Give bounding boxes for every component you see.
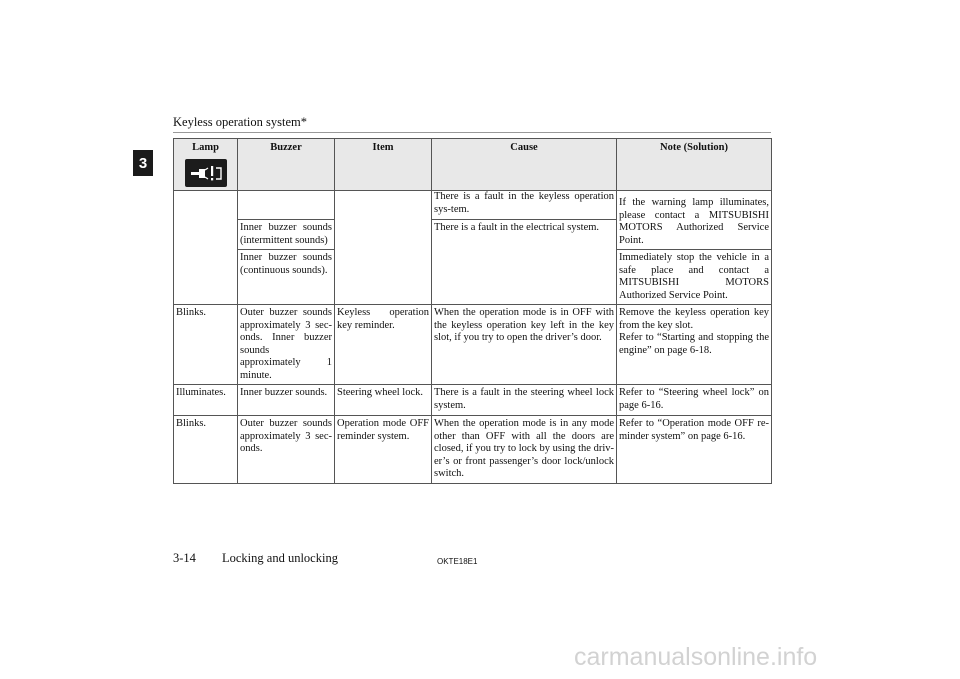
row2-buzzer: Inner buzzer sounds. <box>238 385 335 416</box>
row3-item: Operation mode OFF reminder system. <box>335 416 432 484</box>
document-code: OKTE18E1 <box>437 557 478 566</box>
group1-buzzer-3: Inner buzzer sounds (continuous sounds). <box>238 250 335 305</box>
row1-lamp: Blinks. <box>174 305 238 385</box>
group1-buzzer-1 <box>238 191 335 220</box>
table-header-row <box>174 139 772 191</box>
table-row <box>174 305 772 385</box>
group1-cause-1: There is a fault in the keyless operation sys-tem. <box>432 191 617 220</box>
header-cause: Cause <box>432 139 617 191</box>
table-row <box>174 191 772 220</box>
row2-item: Steering wheel lock. <box>335 385 432 416</box>
group1-note-2: Immediately stop the vehicle in a safe place and contact a MITSUBISHI MOTORS Authorized Service Point. <box>617 250 772 305</box>
group1-note-1: If the warning lamp illuminates, please contact a MITSUBISHI MOTORS Authorized Service Point. <box>617 191 772 250</box>
header-rule <box>173 132 771 133</box>
row1-buzzer: Outer buzzer sounds approximately 3 sec-onds. Inner buzzer sounds approximately 1 minute. <box>238 305 335 385</box>
table-row <box>174 385 772 416</box>
page-header-title: Keyless operation system* <box>173 115 308 129</box>
row1-note-reference: Refer to “Starting and stopping the engine” on page 6-18. <box>619 332 769 356</box>
row3-lamp: Blinks. <box>174 416 238 484</box>
section-title: Locking and unlocking <box>222 551 338 565</box>
warning-table <box>173 138 772 484</box>
group1-buzzer-2: Inner buzzer sounds (intermittent sounds) <box>238 220 335 250</box>
header-lamp <box>174 139 238 191</box>
chapter-tab: 3 <box>133 150 153 176</box>
table-row <box>174 416 772 484</box>
header-buzzer: Buzzer <box>238 139 335 191</box>
row2-cause: There is a fault in the steering wheel lock system. <box>432 385 617 416</box>
row2-lamp: Illuminates. <box>174 385 238 416</box>
row1-note-text: Remove the keyless operation key from the key slot. <box>619 307 769 331</box>
row1-note <box>617 305 772 385</box>
page-number: 3-14 <box>173 551 196 565</box>
row3-note: Refer to “Operation mode OFF re-minder system” on page 6-16. <box>617 416 772 484</box>
group1-cause-2: There is a fault in the electrical system. <box>432 220 617 305</box>
row1-item: Keyless operation key reminder. <box>335 305 432 385</box>
row2-note: Refer to “Steering wheel lock” on page 6-16. <box>617 385 772 416</box>
row3-cause: When the operation mode is in any mode other than OFF with all the doors are closed, if you try to lock by using the driv-er’s or front passenger’s door lock/unlock switch. <box>432 416 617 484</box>
watermark-link[interactable]: carmanualsonline.info <box>574 643 818 671</box>
row1-cause: When the operation mode is in OFF with the keyless operation key left in the key slot, if you try to open the driver’s door. <box>432 305 617 385</box>
group1-item-cell <box>335 191 432 305</box>
keyless-warning-lamp-icon <box>185 159 227 187</box>
row3-buzzer: Outer buzzer sounds approximately 3 sec-onds. <box>238 416 335 484</box>
group1-lamp-cell <box>174 191 238 305</box>
header-item: Item <box>335 139 432 191</box>
header-note: Note (Solution) <box>617 139 772 191</box>
header-lamp-label: Lamp <box>192 142 219 153</box>
